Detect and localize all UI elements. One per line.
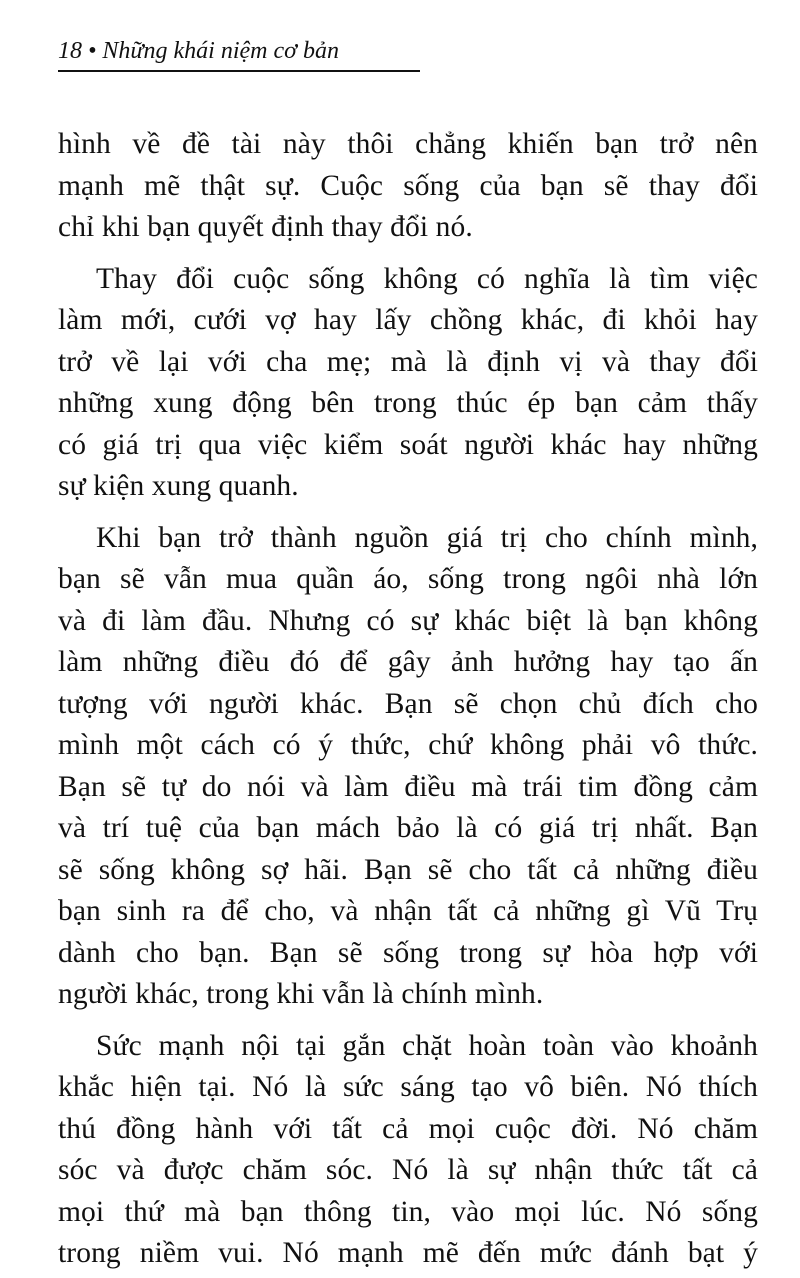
text-line: người khác, trong khi vẫn là chính mình.	[58, 978, 544, 1010]
header-separator: •	[88, 38, 97, 64]
text-line: mọi thứ mà bạn thông tin, vào mọi lúc. Nó sống	[58, 1195, 758, 1228]
text-line: Khi bạn trở thành nguồn giá trị cho chính mình,	[96, 521, 758, 554]
text-line: hình về đề tài này thôi chẳng khiến bạn trở nên	[58, 128, 758, 160]
text-line: có giá trị qua việc kiểm soát người khác hay những	[58, 428, 758, 461]
text-line: mạnh mẽ thật sự. Cuộc sống của bạn sẽ thay đổi	[58, 169, 758, 202]
text-line: tượng với người khác. Bạn sẽ chọn chủ đích cho	[58, 687, 758, 720]
text-line: và trí tuệ của bạn mách bảo là có giá trị nhất. Bạn	[58, 812, 758, 844]
body-text	[58, 124, 758, 1275]
text-line: chỉ khi bạn quyết định thay đổi nó.	[58, 211, 473, 243]
running-header	[58, 36, 420, 72]
text-line: và đi làm đầu. Nhưng có sự khác biệt là bạn không	[58, 604, 758, 637]
text-line: Thay đổi cuộc sống không có nghĩa là tìm việc	[96, 262, 758, 295]
text-line: Sức mạnh nội tại gắn chặt hoàn toàn vào khoảnh	[96, 1029, 758, 1062]
text-line: những xung động bên trong thúc ép bạn cảm thấy	[58, 387, 758, 419]
paragraph-4	[58, 1026, 758, 1275]
paragraph-3	[58, 518, 758, 1016]
text-line: trong niềm vui. Nó mạnh mẽ đến mức đánh bạt ý	[58, 1237, 758, 1269]
text-line: khắc hiện tại. Nó là sức sáng tạo vô biên. Nó thích	[58, 1071, 758, 1103]
text-line: làm những điều đó để gây ảnh hưởng hay tạo ấn	[58, 646, 758, 678]
text-line: Bạn sẽ tự do nói và làm điều mà trái tim đồng cảm	[58, 770, 758, 803]
paragraph-2	[58, 259, 758, 508]
text-line: sóc và được chăm sóc. Nó là sự nhận thức tất cả	[58, 1154, 758, 1186]
paragraph-1	[58, 124, 758, 249]
page-number: 18	[58, 38, 82, 64]
text-line: mình một cách có ý thức, chứ không phải vô thức.	[58, 729, 758, 761]
text-line: trở về lại với cha mẹ; mà là định vị và thay đổi	[58, 345, 758, 378]
text-line: bạn sinh ra để cho, và nhận tất cả những gì Vũ Trụ	[58, 895, 758, 927]
running-title: Những khái niệm cơ bản	[102, 38, 339, 64]
text-line: sẽ sống không sợ hãi. Bạn sẽ cho tất cả những điều	[58, 853, 758, 886]
text-line: thú đồng hành với tất cả mọi cuộc đời. Nó chăm	[58, 1112, 758, 1145]
text-line: bạn sẽ vẫn mua quần áo, sống trong ngôi nhà lớn	[58, 563, 758, 595]
text-line: sự kiện xung quanh.	[58, 470, 299, 502]
text-line: làm mới, cưới vợ hay lấy chồng khác, đi khỏi hay	[58, 304, 758, 336]
text-line: dành cho bạn. Bạn sẽ sống trong sự hòa hợp với	[58, 936, 758, 969]
